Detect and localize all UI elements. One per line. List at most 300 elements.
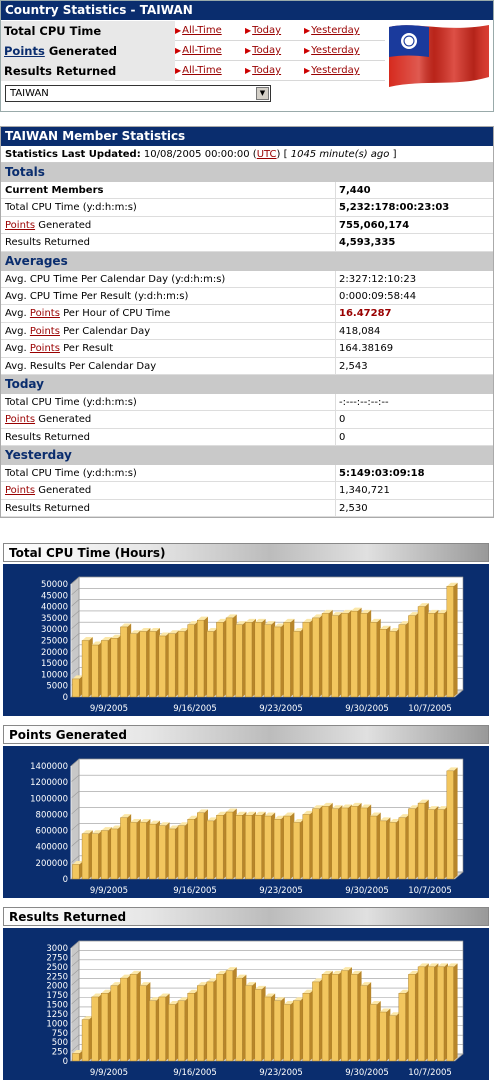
stat-row — [1, 340, 493, 357]
stat-label — [5, 429, 90, 446]
points-link[interactable]: Points — [29, 325, 60, 337]
bar — [130, 630, 141, 697]
x-tick-label: 9/30/2005 — [345, 886, 389, 896]
x-tick-label: 9/30/2005 — [345, 1068, 389, 1078]
bar — [264, 621, 275, 697]
x-tick-label: 10/7/2005 — [408, 886, 452, 896]
bar — [255, 619, 266, 697]
y-tick-label: 2500 — [46, 962, 68, 973]
bar — [159, 632, 170, 697]
stat-row — [1, 217, 493, 234]
stat-row — [1, 323, 493, 340]
stat-label-text: Total CPU Time (y:d:h:m:s) — [5, 396, 137, 408]
y-tick-label: 1000 — [46, 1019, 68, 1030]
member-statistics-title: TAIWAN Member Statistics — [1, 127, 493, 146]
stat-label — [5, 271, 225, 288]
bar — [303, 811, 314, 879]
section-header: Averages — [1, 252, 493, 271]
chart-1 — [3, 543, 489, 716]
bar — [312, 805, 323, 879]
bar — [264, 993, 275, 1061]
points-link[interactable]: Points — [29, 343, 60, 355]
arrow-right-icon: ▶ — [175, 26, 182, 35]
all-time-link[interactable]: All-Time — [182, 25, 222, 36]
bar — [360, 610, 371, 697]
minutes-ago: 1045 minute(s) ago — [290, 149, 390, 160]
yesterday-link[interactable]: Yesterday — [311, 45, 360, 56]
bar — [293, 628, 304, 697]
bar — [408, 612, 419, 697]
bar — [274, 997, 285, 1061]
bar — [197, 809, 208, 879]
bar — [82, 637, 93, 697]
last-updated-label: Statistics Last Updated: — [5, 149, 141, 160]
ago-close: ] — [389, 149, 397, 160]
y-tick-label: 1750 — [46, 991, 68, 1002]
statistic-label-text: Total CPU Time — [4, 24, 102, 38]
y-tick-label: 1200000 — [30, 778, 68, 789]
bar — [264, 813, 275, 879]
stat-label-text: Avg. CPU Time Per Calendar Day (y:d:h:m:s) — [5, 273, 226, 285]
stat-value: 0 — [335, 429, 345, 446]
bar — [178, 628, 189, 697]
stat-row — [1, 411, 493, 428]
stat-label — [5, 358, 156, 375]
y-tick-label: 15000 — [40, 659, 68, 670]
stat-value: 16.47287 — [335, 305, 392, 322]
bar — [428, 610, 439, 697]
today-link[interactable]: Today — [252, 25, 282, 36]
bar — [101, 990, 112, 1061]
y-tick-label: 750 — [51, 1028, 68, 1039]
y-tick-label: 0 — [62, 1057, 68, 1067]
all-time-link[interactable]: All-Time — [182, 45, 222, 56]
stat-value: 7,440 — [335, 182, 371, 199]
link-cell — [245, 61, 304, 81]
stat-label — [5, 182, 103, 199]
stat-label — [5, 323, 150, 340]
bar — [447, 583, 458, 697]
x-tick-label: 9/23/2005 — [259, 704, 303, 714]
bar — [236, 621, 247, 697]
stat-label — [5, 482, 91, 499]
bar — [399, 621, 410, 697]
bar — [351, 971, 362, 1061]
bar — [322, 971, 333, 1061]
bar — [159, 993, 170, 1061]
x-tick-label: 9/23/2005 — [259, 1068, 303, 1078]
bar — [149, 997, 160, 1061]
stat-value: 1,340,721 — [335, 482, 390, 499]
bar — [226, 809, 237, 879]
y-tick-label: 20000 — [40, 647, 68, 658]
utc-link[interactable]: UTC — [256, 149, 277, 160]
today-link[interactable]: Today — [252, 45, 282, 56]
stat-label-text: Results Returned — [5, 502, 90, 514]
bar — [255, 986, 266, 1061]
bar — [130, 819, 141, 879]
y-tick-label: 50000 — [40, 580, 68, 590]
bar — [207, 628, 218, 697]
bar — [92, 993, 103, 1061]
bar — [428, 963, 439, 1061]
y-tick-label: 400000 — [35, 842, 68, 853]
points-link[interactable]: Points — [4, 44, 45, 58]
y-tick-label: 500 — [51, 1038, 68, 1049]
stat-value: 0:000:09:58:44 — [335, 288, 416, 305]
yesterday-link[interactable]: Yesterday — [311, 65, 360, 76]
stat-label — [5, 305, 170, 322]
bar — [120, 623, 131, 697]
stat-label-text: Results Returned — [5, 237, 90, 249]
bar — [399, 990, 410, 1061]
section-header: Today — [1, 375, 493, 394]
stat-label-suffix: Generated — [35, 414, 92, 426]
y-tick-label: 5000 — [46, 681, 68, 692]
bar — [149, 821, 160, 879]
last-updated: Statistics Last Updated: 10/08/2005 00:00:00 (UTC) [ 1045 minute(s) ago ] — [1, 146, 493, 163]
bar — [437, 610, 448, 697]
x-tick-label: 9/9/2005 — [89, 704, 129, 714]
stat-row — [1, 500, 493, 517]
bar — [168, 825, 179, 879]
link-cell — [245, 41, 304, 61]
stat-row — [1, 429, 493, 446]
bar — [312, 614, 323, 697]
arrow-right-icon: ▶ — [304, 26, 311, 35]
stat-label — [5, 288, 188, 305]
arrow-right-icon: ▶ — [304, 46, 311, 55]
bar — [82, 830, 93, 879]
country-select[interactable] — [5, 85, 271, 102]
bar — [245, 982, 256, 1061]
bar — [293, 819, 304, 879]
y-tick-label: 2250 — [46, 972, 68, 983]
bar — [188, 990, 199, 1061]
stat-value: 2,530 — [335, 500, 368, 517]
bar — [312, 978, 323, 1061]
stat-label-text: Total CPU Time (y:d:h:m:s) — [5, 202, 137, 214]
stat-label — [5, 411, 91, 428]
arrow-right-icon: ▶ — [245, 66, 252, 75]
stat-value: 2,543 — [335, 358, 368, 375]
y-tick-label: 10000 — [40, 670, 68, 681]
bar — [380, 817, 391, 879]
y-tick-label: 30000 — [40, 625, 68, 636]
link-cell — [245, 21, 304, 41]
stat-label-text: Avg. CPU Time Per Result (y:d:h:m:s) — [5, 290, 189, 302]
bar — [168, 630, 179, 697]
bar — [226, 614, 237, 697]
stat-label — [5, 500, 90, 517]
stat-label-suffix: Per Calendar Day — [59, 325, 151, 337]
bar — [130, 971, 141, 1061]
bar — [207, 817, 218, 879]
stat-label-text: Results Returned — [5, 431, 90, 443]
bar — [72, 861, 83, 879]
chevron-down-icon[interactable]: ▼ — [256, 87, 269, 100]
link-cell — [175, 21, 245, 41]
bar — [380, 626, 391, 697]
stat-row — [1, 358, 493, 375]
bar — [188, 816, 199, 879]
points-link[interactable]: Points — [5, 219, 36, 231]
bar — [140, 982, 151, 1061]
bar — [197, 982, 208, 1061]
bar — [92, 642, 103, 697]
y-tick-label: 2000 — [46, 981, 68, 992]
x-tick-label: 10/7/2005 — [408, 704, 452, 714]
bar — [178, 822, 189, 879]
stat-label-text: Avg. Results Per Calendar Day — [5, 360, 157, 372]
last-updated-value: 10/08/2005 00:00:00 — [143, 149, 250, 160]
x-tick-label: 9/16/2005 — [173, 1068, 217, 1078]
yesterday-link[interactable]: Yesterday — [311, 25, 360, 36]
statistic-label — [1, 21, 175, 41]
bar — [303, 990, 314, 1061]
x-tick-label: 9/30/2005 — [345, 704, 389, 714]
arrow-right-icon: ▶ — [245, 26, 252, 35]
statistic-row — [1, 41, 385, 61]
y-tick-label: 600000 — [35, 826, 68, 837]
points-link[interactable]: Points — [5, 414, 36, 426]
bar — [322, 803, 333, 879]
section-header: Yesterday — [1, 446, 493, 465]
x-tick-label: 9/23/2005 — [259, 886, 303, 896]
member-statistics-panel — [0, 126, 494, 518]
today-link[interactable]: Today — [252, 65, 282, 76]
stat-row — [1, 465, 493, 482]
chart-title: Points Generated — [3, 725, 489, 744]
chart-body — [3, 564, 489, 716]
bar — [284, 619, 295, 697]
taiwan-flag-image — [385, 21, 493, 91]
stat-value: 4,593,335 — [335, 234, 395, 251]
bar — [447, 767, 458, 879]
stat-value: 5:149:03:09:18 — [335, 465, 425, 482]
x-tick-label: 9/16/2005 — [173, 886, 217, 896]
bar-chart-svg — [3, 564, 489, 716]
bar — [216, 812, 227, 879]
bar — [447, 963, 458, 1061]
bar — [370, 1001, 381, 1061]
bar — [332, 971, 343, 1061]
bar — [332, 612, 343, 697]
bar — [101, 827, 112, 879]
bar-chart-svg — [3, 746, 489, 898]
bar — [389, 819, 400, 879]
stat-row — [1, 199, 493, 216]
bar — [370, 813, 381, 879]
bar — [111, 825, 122, 879]
stat-label-text: Avg. — [5, 325, 30, 337]
x-tick-label: 9/16/2005 — [173, 704, 217, 714]
link-cell — [304, 41, 385, 61]
stat-row — [1, 394, 493, 411]
bar — [274, 623, 285, 697]
statistic-label — [1, 41, 175, 61]
stat-row — [1, 271, 493, 288]
bar — [274, 816, 285, 879]
arrow-right-icon: ▶ — [175, 46, 182, 55]
link-cell — [175, 41, 245, 61]
bar — [207, 978, 218, 1061]
stat-row — [1, 182, 493, 199]
bar — [360, 804, 371, 879]
stat-value: 0 — [335, 411, 345, 428]
chart-body — [3, 928, 489, 1080]
bar — [72, 675, 83, 697]
bar — [389, 1012, 400, 1061]
bar — [341, 610, 352, 697]
y-tick-label: 40000 — [40, 602, 68, 613]
bar — [428, 806, 439, 879]
bar — [437, 963, 448, 1061]
points-link[interactable]: Points — [5, 485, 36, 497]
statistic-label — [1, 61, 175, 81]
bar — [284, 813, 295, 879]
bar — [226, 967, 237, 1061]
stat-label-text: Avg. — [5, 308, 30, 320]
bar — [380, 1009, 391, 1061]
stat-row — [1, 234, 493, 251]
bar — [370, 619, 381, 697]
statistic-row — [1, 61, 385, 81]
stat-label-suffix: Per Hour of CPU Time — [59, 308, 171, 320]
statistic-sections — [1, 163, 493, 517]
stat-value: 5,232:178:00:23:03 — [335, 199, 449, 216]
y-tick-label: 1500 — [46, 1000, 68, 1011]
bar — [303, 619, 314, 697]
y-tick-label: 250 — [51, 1047, 68, 1058]
stat-label — [5, 465, 137, 482]
y-tick-label: 0 — [62, 693, 68, 703]
stat-value: 164.38169 — [335, 340, 393, 357]
bar — [216, 971, 227, 1061]
link-cell — [304, 61, 385, 81]
bar — [389, 628, 400, 697]
stat-label-text: Total CPU Time (y:d:h:m:s) — [5, 468, 137, 480]
chart-2 — [3, 725, 489, 898]
bar — [101, 637, 112, 697]
stat-value: 755,060,174 — [335, 217, 409, 234]
bar — [351, 608, 362, 697]
bar-chart-svg — [3, 928, 489, 1080]
chart-body — [3, 746, 489, 898]
bar — [245, 619, 256, 697]
country-statistics-panel — [0, 0, 494, 112]
bar — [293, 997, 304, 1061]
bar — [360, 982, 371, 1061]
y-tick-label: 0 — [62, 875, 68, 885]
bar — [255, 812, 266, 879]
stat-row — [1, 305, 493, 322]
chart-title: Results Returned — [3, 907, 489, 926]
bar — [351, 803, 362, 879]
x-tick-label: 9/9/2005 — [89, 886, 129, 896]
bar — [140, 819, 151, 879]
y-tick-label: 1000000 — [30, 794, 68, 805]
y-tick-label: 1400000 — [30, 762, 68, 772]
stat-label-text: Current Members — [5, 185, 104, 196]
bar — [188, 621, 199, 697]
y-tick-label: 1250 — [46, 1009, 68, 1020]
y-tick-label: 35000 — [40, 613, 68, 624]
bar — [236, 975, 247, 1061]
country-statistics-title: Country Statistics - TAIWAN — [1, 1, 493, 20]
bar — [120, 814, 131, 879]
stat-row — [1, 482, 493, 499]
bar — [332, 805, 343, 879]
statistic-label-text: Results Returned — [4, 64, 117, 78]
chart-title: Total CPU Time (Hours) — [3, 543, 489, 562]
bar — [245, 812, 256, 879]
bar — [341, 804, 352, 879]
bar — [418, 603, 429, 697]
stat-value: 2:327:12:10:23 — [335, 271, 416, 288]
y-tick-label: 45000 — [40, 591, 68, 602]
bar — [178, 997, 189, 1061]
bar — [216, 619, 227, 697]
bar — [159, 822, 170, 879]
y-tick-label: 200000 — [35, 858, 68, 869]
stat-label-suffix: Per Result — [59, 343, 114, 355]
bar — [120, 975, 131, 1061]
arrow-right-icon: ▶ — [175, 66, 182, 75]
bar — [322, 610, 333, 697]
bar — [437, 806, 448, 879]
bar — [82, 1016, 93, 1061]
y-tick-label: 3000 — [46, 944, 68, 954]
bar — [418, 963, 429, 1061]
stat-row — [1, 288, 493, 305]
arrow-right-icon: ▶ — [245, 46, 252, 55]
bar — [197, 617, 208, 697]
bar — [284, 1001, 295, 1061]
x-tick-label: 9/9/2005 — [89, 1068, 129, 1078]
stat-label — [5, 217, 91, 234]
arrow-right-icon: ▶ — [304, 66, 311, 75]
stat-label-suffix: Generated — [35, 485, 92, 497]
stat-label-text: Avg. — [5, 343, 30, 355]
stat-label — [5, 199, 137, 216]
stat-label — [5, 234, 90, 251]
statistic-row — [1, 21, 385, 41]
stat-value: 418,084 — [335, 323, 380, 340]
bar — [418, 800, 429, 879]
points-link[interactable]: Points — [29, 308, 60, 320]
link-cell — [175, 61, 245, 81]
country-select-value: TAIWAN — [10, 88, 49, 99]
y-tick-label: 25000 — [40, 636, 68, 647]
bar — [236, 812, 247, 879]
stat-label — [5, 394, 137, 411]
stat-label — [5, 340, 113, 357]
bar — [111, 982, 122, 1061]
bar — [140, 628, 151, 697]
bar — [399, 814, 410, 879]
y-tick-label: 800000 — [35, 810, 68, 821]
y-tick-label: 2750 — [46, 953, 68, 964]
bar — [341, 967, 352, 1061]
bar — [92, 830, 103, 879]
statistic-label-text: Generated — [44, 44, 118, 58]
stat-value: -:---:--:--:-- — [335, 394, 389, 411]
all-time-link[interactable]: All-Time — [182, 65, 222, 76]
section-header: Totals — [1, 163, 493, 182]
bar — [408, 971, 419, 1061]
chart-3 — [3, 907, 489, 1080]
